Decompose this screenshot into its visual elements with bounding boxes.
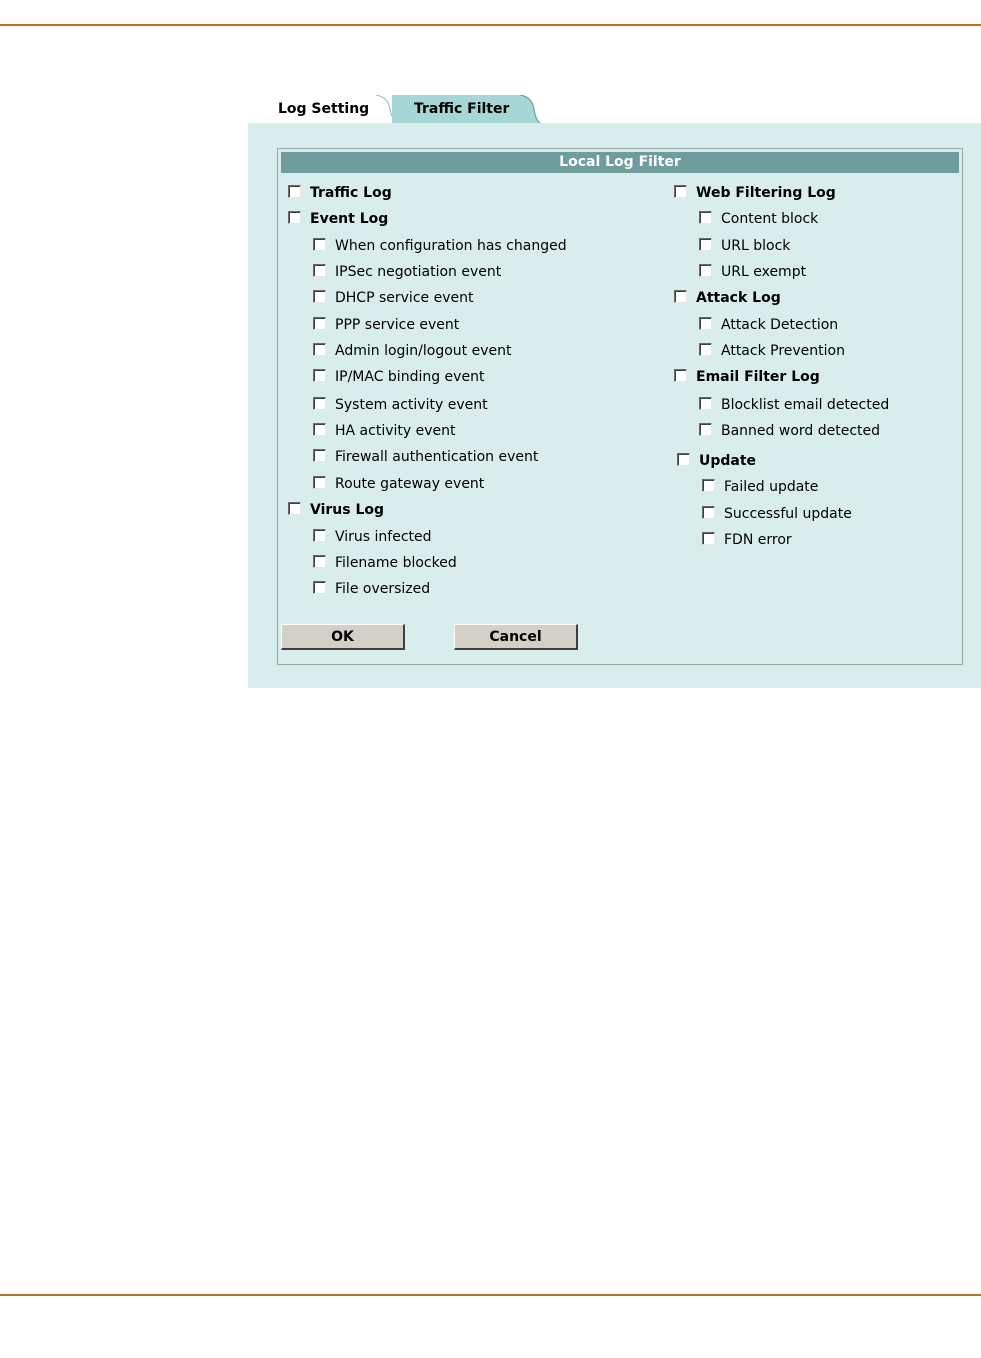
checkbox-successful-update[interactable]: Successful update xyxy=(702,504,852,524)
checkbox-attack-prevention[interactable]: Attack Prevention xyxy=(699,341,845,361)
checkbox-blocklist-email[interactable]: Blocklist email detected xyxy=(699,395,889,415)
checkbox-url-block[interactable]: URL block xyxy=(699,236,790,256)
checkbox-virus-log[interactable]: Virus Log xyxy=(288,500,384,520)
checkbox-event-log[interactable]: Event Log xyxy=(288,209,388,229)
checkbox-config-changed[interactable]: When configuration has changed xyxy=(313,236,567,256)
checkbox-box[interactable] xyxy=(313,264,326,277)
checkbox-system-activity[interactable]: System activity event xyxy=(313,395,488,415)
tab-log-setting[interactable]: Log Setting xyxy=(248,95,398,123)
ok-button[interactable]: OK xyxy=(281,624,405,650)
checkbox-ipmac-binding[interactable]: IP/MAC binding event xyxy=(313,367,484,387)
panel-title: Local Log Filter xyxy=(281,152,959,173)
checkbox-failed-update[interactable]: Failed update xyxy=(702,477,818,497)
checkbox-box[interactable] xyxy=(313,343,326,356)
checkbox-box[interactable] xyxy=(313,423,326,436)
checkbox-box[interactable] xyxy=(699,397,712,410)
bottom-rule xyxy=(0,1294,981,1296)
checkbox-email-filter-log[interactable]: Email Filter Log xyxy=(674,367,820,387)
checkbox-url-exempt[interactable]: URL exempt xyxy=(699,262,806,282)
top-rule xyxy=(0,24,981,26)
checkbox-firewall-auth[interactable]: Firewall authentication event xyxy=(313,447,538,467)
checkbox-box[interactable] xyxy=(288,502,301,515)
checkbox-box[interactable] xyxy=(313,555,326,568)
checkbox-box[interactable] xyxy=(674,290,687,303)
checkbox-ppp-service[interactable]: PPP service event xyxy=(313,315,459,335)
checkbox-box[interactable] xyxy=(699,317,712,330)
checkbox-box[interactable] xyxy=(313,290,326,303)
checkbox-ipsec-negotiation[interactable]: IPSec negotiation event xyxy=(313,262,501,282)
checkbox-box[interactable] xyxy=(702,506,715,519)
checkbox-fdn-error[interactable]: FDN error xyxy=(702,530,792,550)
checkbox-box[interactable] xyxy=(313,397,326,410)
checkbox-box[interactable] xyxy=(699,423,712,436)
checkbox-box[interactable] xyxy=(313,369,326,382)
checkbox-box[interactable] xyxy=(674,185,687,198)
checkbox-banned-word[interactable]: Banned word detected xyxy=(699,421,880,441)
checkbox-filename-blocked[interactable]: Filename blocked xyxy=(313,553,457,573)
checkbox-update[interactable]: Update xyxy=(677,451,756,471)
tab-traffic-filter[interactable]: Traffic Filter xyxy=(392,95,524,123)
checkbox-attack-log[interactable]: Attack Log xyxy=(674,288,781,308)
checkbox-box[interactable] xyxy=(699,238,712,251)
checkbox-box[interactable] xyxy=(313,449,326,462)
checkbox-route-gateway[interactable]: Route gateway event xyxy=(313,474,484,494)
checkbox-box[interactable] xyxy=(313,529,326,542)
checkbox-box[interactable] xyxy=(702,479,715,492)
checkbox-box[interactable] xyxy=(699,343,712,356)
checkbox-file-oversized[interactable]: File oversized xyxy=(313,579,430,599)
tab-curve-right xyxy=(514,95,542,123)
checkbox-admin-login[interactable]: Admin login/logout event xyxy=(313,341,511,361)
checkbox-ha-activity[interactable]: HA activity event xyxy=(313,421,455,441)
checkbox-content-block[interactable]: Content block xyxy=(699,209,818,229)
checkbox-box[interactable] xyxy=(288,211,301,224)
checkbox-box[interactable] xyxy=(313,476,326,489)
checkbox-attack-detection[interactable]: Attack Detection xyxy=(699,315,838,335)
checkbox-box[interactable] xyxy=(313,317,326,330)
checkbox-virus-infected[interactable]: Virus infected xyxy=(313,527,432,547)
checkbox-box[interactable] xyxy=(699,211,712,224)
checkbox-box[interactable] xyxy=(288,185,301,198)
checkbox-box[interactable] xyxy=(677,453,690,466)
cancel-button[interactable]: Cancel xyxy=(454,624,578,650)
checkbox-dhcp-service[interactable]: DHCP service event xyxy=(313,288,473,308)
checkbox-box[interactable] xyxy=(699,264,712,277)
checkbox-box[interactable] xyxy=(702,532,715,545)
checkbox-box[interactable] xyxy=(674,369,687,382)
checkbox-traffic-log[interactable]: Traffic Log xyxy=(288,183,392,203)
checkbox-web-filtering-log[interactable]: Web Filtering Log xyxy=(674,183,836,203)
checkbox-box[interactable] xyxy=(313,581,326,594)
checkbox-box[interactable] xyxy=(313,238,326,251)
